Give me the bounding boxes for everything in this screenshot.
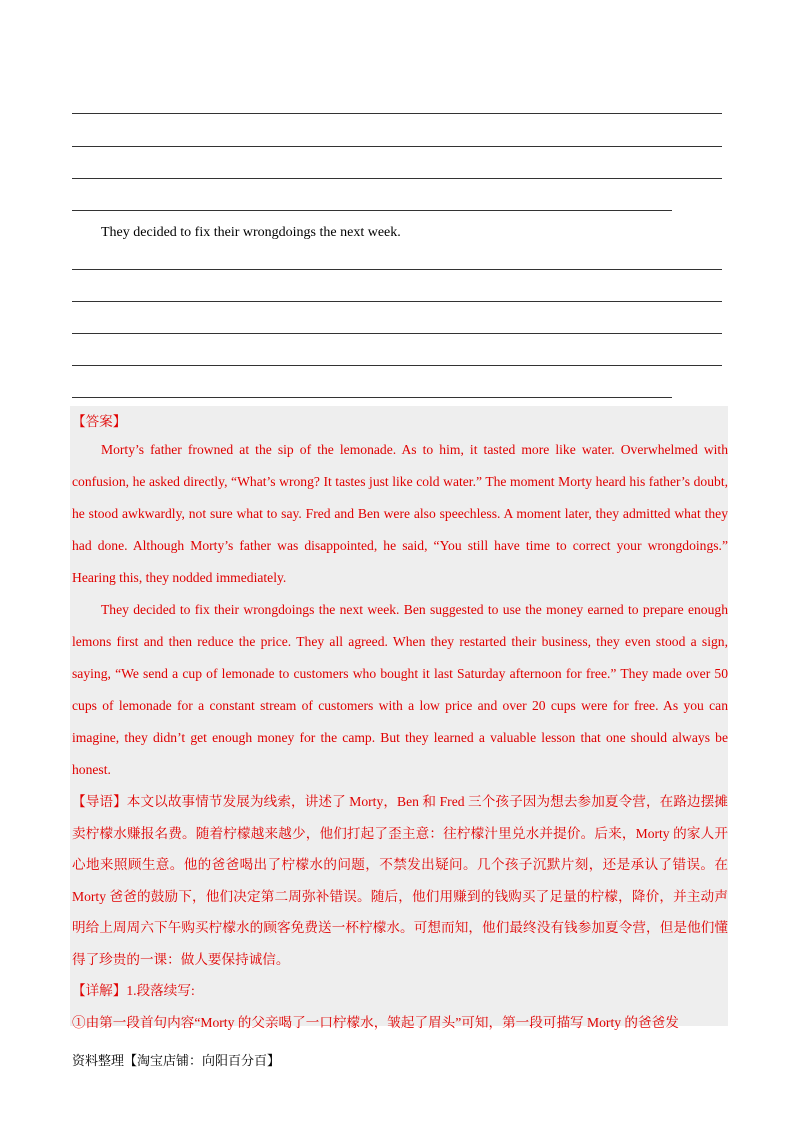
paragraph-start-prompt: They decided to fix their wrongdoings the next week. <box>101 225 401 240</box>
page-footer: 资料整理【淘宝店铺：向阳百分百】 <box>72 1053 281 1068</box>
guide-text: 本文以故事情节发展为线索，讲述了 Morty，Ben 和 Fred 三个孩子因为想去参加夏令营，在路边摆摊卖柠檬水赚报名费。随着柠檬越来越少，他们打起了歪主意：往柠檬汁里兑水并提价。后来，Morty 的家人开心地来照顾生意。他的爸爸喝出了柠檬水的问题，不禁发出疑问。几个孩子沉默片刻，还是承认了错误。在 Morty 爸爸的鼓励下，他们决定第二周弥补错误。随后，他们用赚到的钱购买了足量的柠檬，降价，并主动声明给上周周六下午购买柠檬水的顾客免费送一杯柠檬水。可想而知，他们最终没有钱参加夏令营，但是他们懂得了珍贵的一课：做人要保持诚信。 <box>72 794 729 967</box>
writing-line <box>72 397 672 398</box>
answer-label: 【答案】 <box>72 414 127 429</box>
answer-paragraph-2: They decided to fix their wrongdoings the next week. Ben suggested to use the money earned to prepare enough lemons first and then reduce the price. They all agreed. When they restarted their business, they even stood a sign, saying, “We send a cup of lemonade to customers who bought it last Saturday afternoon for free.” They made over 50 cups of lemonade for a constant stream of customers with a low price and over 20 cups were for free. As you can imagine, they didn’t get enough money for the camp. But they learned a valuable lesson that one should always be honest. <box>72 602 728 777</box>
writing-line <box>72 333 722 334</box>
detail-item-1: ①由第一段首句内容“Morty 的父亲喝了一口柠檬水，皱起了眉头”可知，第一段可描写 Morty 的爸爸发 <box>72 1014 679 1030</box>
writing-line <box>72 210 672 211</box>
writing-line <box>72 365 722 366</box>
answer-section <box>72 410 728 1038</box>
writing-line <box>72 146 722 147</box>
guide-paragraph <box>72 786 728 975</box>
writing-line <box>72 113 722 114</box>
writing-line <box>72 178 722 179</box>
detail-heading-line <box>72 975 728 1007</box>
guide-label: 【导语】 <box>72 794 127 809</box>
answer-paragraph-1: Morty’s father frowned at the sip of the lemonade. As to him, it tasted more like water. Overwhelmed with confusion, he asked directly, “What’s wrong? It tastes just like cold water.” The moment Morty heard his father’s doubt, he stood awkwardly, not sure what to say. Fred and Ben were also speechless. A moment later, they admitted what they had done. Although Morty’s father was disappointed, he said, “You still have time to correct your wrongdoings.” Hearing this, they nodded immediately. <box>72 442 728 585</box>
detail-heading: 1.段落续写: <box>126 983 195 998</box>
detail-label: 【详解】 <box>72 983 127 998</box>
writing-line <box>72 269 722 270</box>
writing-line <box>72 301 722 302</box>
